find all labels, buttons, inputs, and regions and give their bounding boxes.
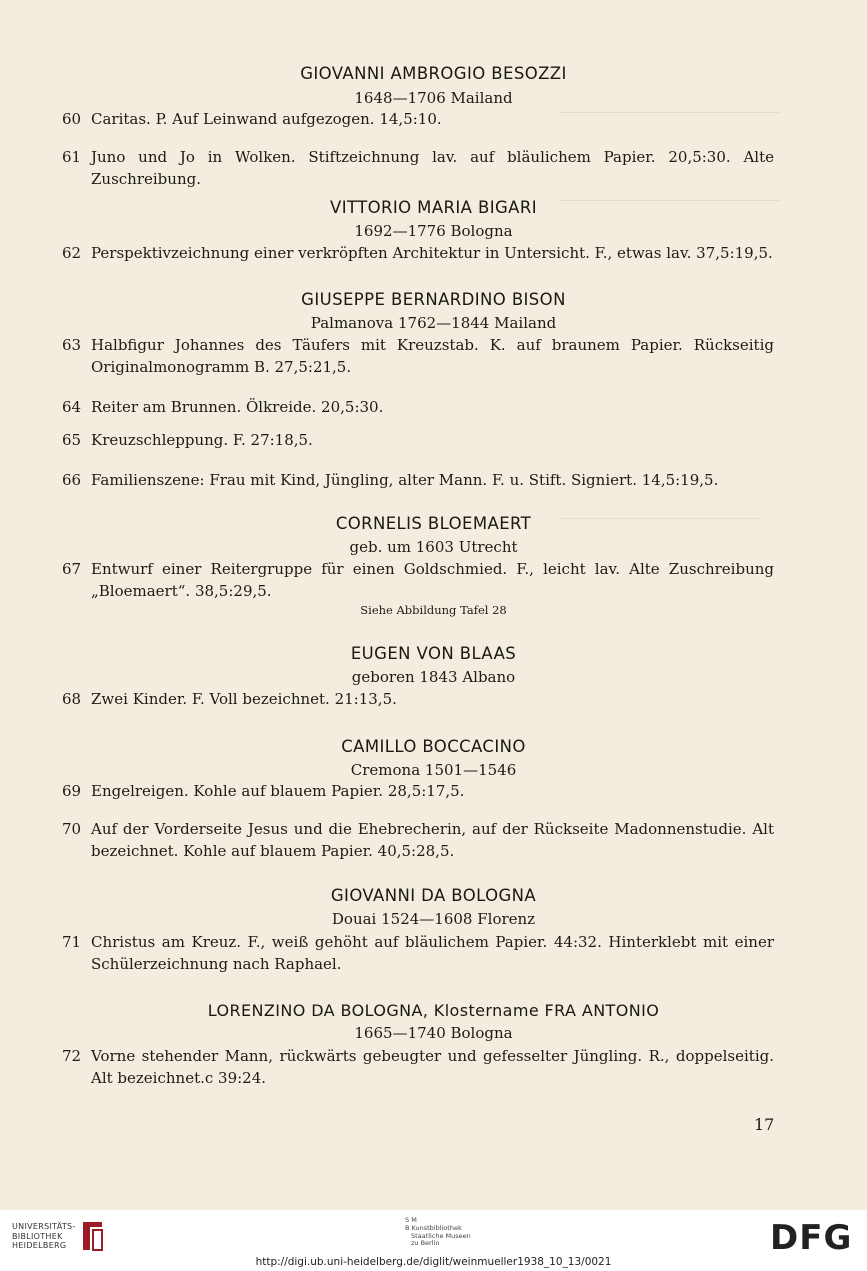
entry-text: Zwei Kinder. F. Voll bezeichnet. 21:13,5. (91, 690, 397, 708)
catalog-entry (62, 931, 774, 975)
catalog-entry (62, 558, 774, 602)
entry-text: Familienszene: Frau mit Kind, Jüngling, alter Mann. F. u. Stift. Signiert. 14,5:19,5. (91, 471, 719, 489)
entry-number: 67 (62, 560, 82, 578)
catalog-entry (62, 242, 774, 264)
entry-number: 66 (62, 471, 82, 489)
university-logo-icon (80, 1218, 106, 1254)
entry-text: Christus am Kreuz. F., weiß gehöht auf bläulichem Papier. 44:32. Hinterklebt mit einer Schülerzeichnung nach Raphael. (91, 933, 774, 973)
dfg-logo: DFG (770, 1218, 853, 1258)
entry-text: Juno und Jo in Wolken. Stiftzeichnung lav. auf bläulichem Papier. 20,5:30. Alte Zuschreibung. (91, 148, 774, 188)
entry-text: Reiter am Brunnen. Ölkreide. 20,5:30. (91, 398, 384, 416)
artist-heading: CORNELIS BLOEMAERT (335, 514, 532, 533)
catalog-entry (62, 1045, 774, 1089)
artist-dates: geboren 1843 Albano (351, 668, 516, 686)
catalog-entry (62, 108, 774, 130)
catalog-entry (62, 429, 774, 451)
artist-dates: geb. um 1603 Utrecht (349, 538, 518, 556)
artist-heading: GIOVANNI AMBROGIO BESOZZI (300, 64, 567, 83)
entry-number: 62 (62, 244, 82, 262)
entry-number: 61 (62, 148, 82, 166)
artist-dates: 1665—1740 Bologna (354, 1024, 513, 1042)
catalog-entry (62, 334, 774, 378)
entry-number: 68 (62, 690, 82, 708)
catalog-entry (62, 818, 774, 862)
artist-dates: 1692—1776 Bologna (354, 222, 513, 240)
permalink-url[interactable]: http://digi.ub.uni-heidelberg.de/diglit/weinmueller1938_10_13/0021 (255, 1256, 612, 1268)
kunstbibliothek-logo (405, 1217, 485, 1248)
entry-number: 63 (62, 336, 82, 354)
plate-reference: Siehe Abbildung Tafel 28 (360, 603, 507, 617)
catalog-entry (62, 780, 774, 802)
kb-line: B Kunstbibliothek (405, 1223, 462, 1232)
entry-text: Engelreigen. Kohle auf blauem Papier. 28,5:17,5. (91, 782, 465, 800)
catalog-entry (62, 396, 774, 418)
kb-line: S M (405, 1216, 417, 1224)
entry-number: 69 (62, 782, 82, 800)
artist-dates: Douai 1524—1608 Florenz (331, 910, 536, 928)
entry-number: 64 (62, 398, 82, 416)
entry-text: Perspektivzeichnung einer verkröpften Architektur in Untersicht. F., etwas lav. 37,5:19,5. (91, 244, 773, 262)
kb-line: zu Berlin (411, 1239, 440, 1248)
entry-number: 72 (62, 1047, 82, 1065)
entry-number: 65 (62, 431, 82, 449)
entry-text: Vorne stehender Mann, rückwärts gebeugter und gefesselter Jüngling. R., doppelseitig. Alt bezeichnet.c 39:24. (91, 1047, 774, 1087)
entry-text: Caritas. P. Auf Leinwand aufgezogen. 14,5:10. (91, 110, 442, 128)
artist-heading: GIOVANNI DA BOLOGNA (330, 886, 537, 905)
library-name-line: BIBLIOTHEK (12, 1231, 63, 1241)
catalog-entry (62, 469, 774, 491)
artist-heading: GIUSEPPE BERNARDINO BISON (301, 290, 566, 309)
entry-text: Kreuzschleppung. F. 27:18,5. (91, 431, 313, 449)
entry-text: Auf der Vorderseite Jesus und die Ehebrecherin, auf der Rückseite Madonnenstudie. Alt bezeichnet. Kohle auf blauem Papier. 40,5:28,5. (91, 820, 774, 860)
artist-heading: VITTORIO MARIA BIGARI (330, 198, 537, 217)
library-name-line: HEIDELBERG (12, 1241, 67, 1250)
artist-dates: Palmanova 1762—1844 Mailand (310, 314, 557, 332)
library-name (12, 1222, 82, 1251)
artist-heading: CAMILLO BOCCACINO (341, 737, 526, 756)
entry-number: 60 (62, 110, 82, 128)
artist-dates: 1648—1706 Mailand (354, 89, 513, 107)
entry-text: Entwurf einer Reitergruppe für einen Goldschmied. F., leicht lav. Alte Zuschreibung „Bloemaert“. 38,5:29,5. (91, 560, 774, 600)
page-number: 17 (754, 1115, 775, 1134)
entry-text: Halbfigur Johannes des Täufers mit Kreuzstab. K. auf braunem Papier. Rückseitig Originalmonogramm B. 27,5:21,5. (91, 336, 774, 376)
catalog-entry (62, 688, 774, 710)
library-name-line: UNIVERSITÄTS- (12, 1222, 76, 1231)
catalog-entry (62, 146, 774, 190)
artist-dates: Cremona 1501—1546 (350, 761, 517, 779)
kb-line: Staatliche Museen (411, 1231, 471, 1240)
entry-number: 71 (62, 933, 82, 951)
artist-heading: EUGEN VON BLAAS (350, 644, 517, 663)
entry-number: 70 (62, 820, 82, 838)
artist-heading: LORENZINO DA BOLOGNA, Klostername FRA ANTONIO (207, 1001, 660, 1020)
